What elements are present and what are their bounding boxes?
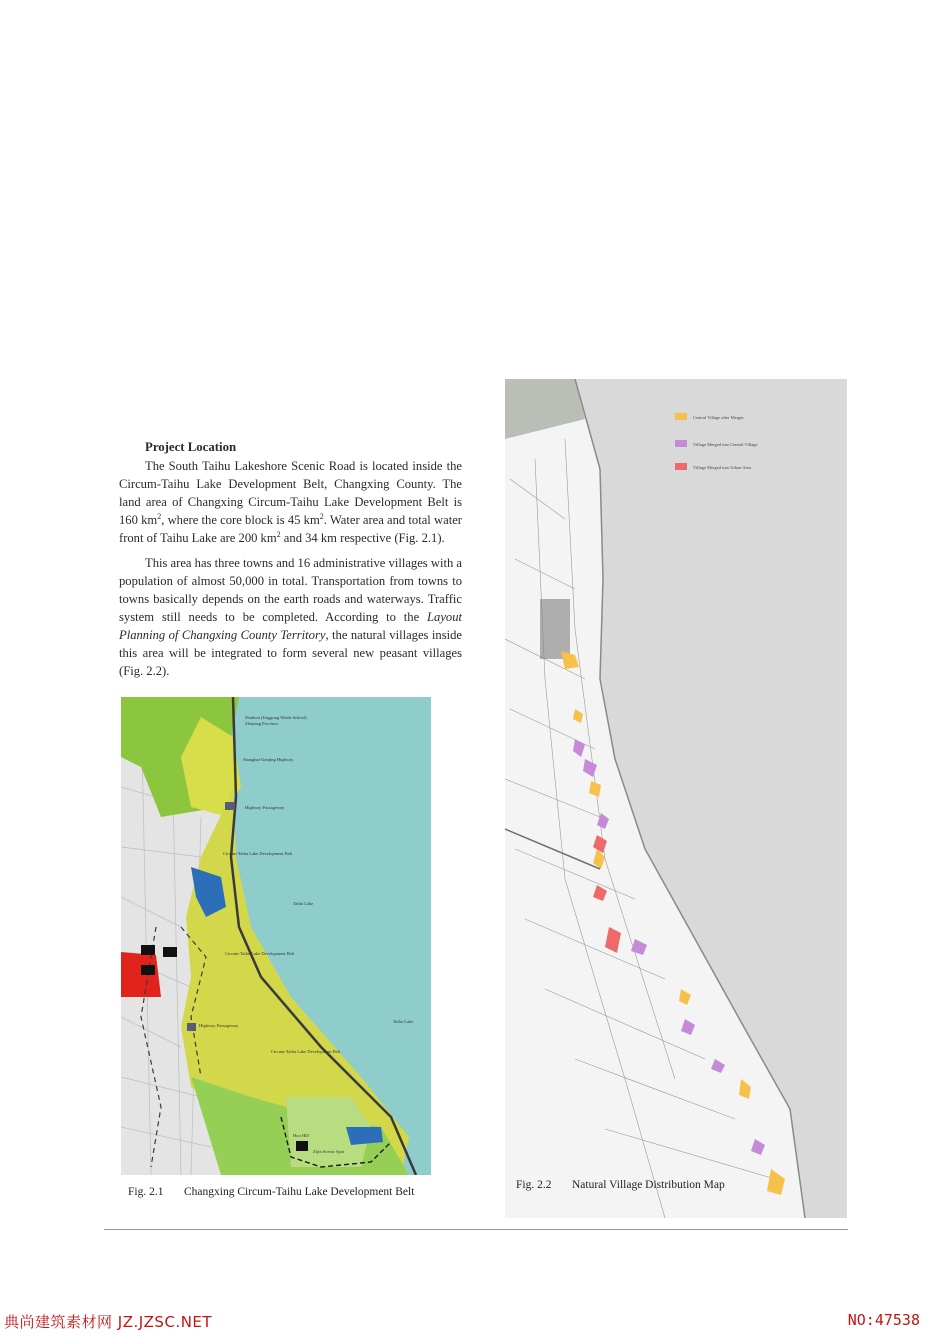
map-label: Zijin Scenic Spot xyxy=(313,1149,345,1154)
map-label: Taihu Lake xyxy=(393,1019,414,1024)
legend-swatch-central xyxy=(675,413,687,420)
superscript: 2 xyxy=(157,512,162,522)
map-label: Shuikou (Jinggong Weida School) xyxy=(245,715,307,720)
map-label: Highway Passageway xyxy=(245,805,285,810)
footer-rule xyxy=(104,1229,848,1230)
legend-label: Central Village after Merger xyxy=(693,415,744,420)
map-label: Zhejiang Province xyxy=(245,721,279,726)
superscript: 2 xyxy=(276,530,281,540)
figure-number: Fig. 2.1 xyxy=(128,1186,164,1198)
paragraph-text: . Water area and total water front of Taihu Lake are 200 km xyxy=(119,513,462,546)
map-label: Circum-Taihu Lake Development Belt xyxy=(225,951,295,956)
map-label: Taihu Lake xyxy=(293,901,314,906)
watermark-site: 典尚建筑素材网 JZ.JZSC.NET xyxy=(4,1313,213,1331)
map-label: Circum-Taihu Lake Development Belt xyxy=(271,1049,341,1054)
watermark-number: NO:47538 xyxy=(847,1311,920,1329)
legend-swatch-merged-urban xyxy=(675,463,687,470)
paragraph-text: , the natural villages inside this area will be integrated to form several new peasant villages (Fig. 2.2). xyxy=(119,627,462,679)
map-label: Circum-Taihu Lake Development Belt xyxy=(223,851,293,856)
document-title-italic: Layout Planning of Changxing County Territory xyxy=(119,609,462,642)
superscript: 2 xyxy=(319,512,324,522)
figure-title: Changxing Circum-Taihu Lake Development Belt xyxy=(184,1186,415,1198)
legend-swatch-merged-central xyxy=(675,440,687,447)
paragraph-text: and 34 km respective (Fig. 2.1). xyxy=(280,531,445,546)
legend-label: Village Merged into Urban Area xyxy=(693,465,752,470)
paragraph-location xyxy=(119,457,462,547)
village-distribution-map xyxy=(505,379,847,1218)
map-label: Highway Passageway xyxy=(199,1023,239,1028)
legend-label: Village Merged into Central Village xyxy=(693,442,758,447)
map-label: Hou Hill xyxy=(293,1133,309,1138)
figure-title: Natural Village Distribution Map xyxy=(572,1179,725,1191)
paragraph-text: This area has three towns and 16 administrative villages with a population of almost 50,000 in total. Transportation from towns to towns basically depends on the earth roads and waterways. Traffic system still needs to be completed. According to the xyxy=(119,555,462,624)
figure-number: Fig. 2.2 xyxy=(516,1179,552,1191)
paragraph-villages xyxy=(119,554,462,681)
figure-caption xyxy=(128,1186,414,1198)
section-heading: Project Location xyxy=(145,440,237,454)
map-label: Shanghai-Ganjing Highway xyxy=(243,757,294,762)
figure-caption xyxy=(516,1179,725,1191)
body-text-column xyxy=(119,438,462,686)
development-belt-map xyxy=(121,697,431,1175)
paragraph-text: , where the core block is 45 km xyxy=(161,513,320,528)
paragraph-text: The South Taihu Lakeshore Scenic Road is located inside the Circum-Taihu Lake Development Belt, Changxing County. The land area of Changxing Circum-Taihu Lake Development Belt is 160 km xyxy=(119,459,462,528)
